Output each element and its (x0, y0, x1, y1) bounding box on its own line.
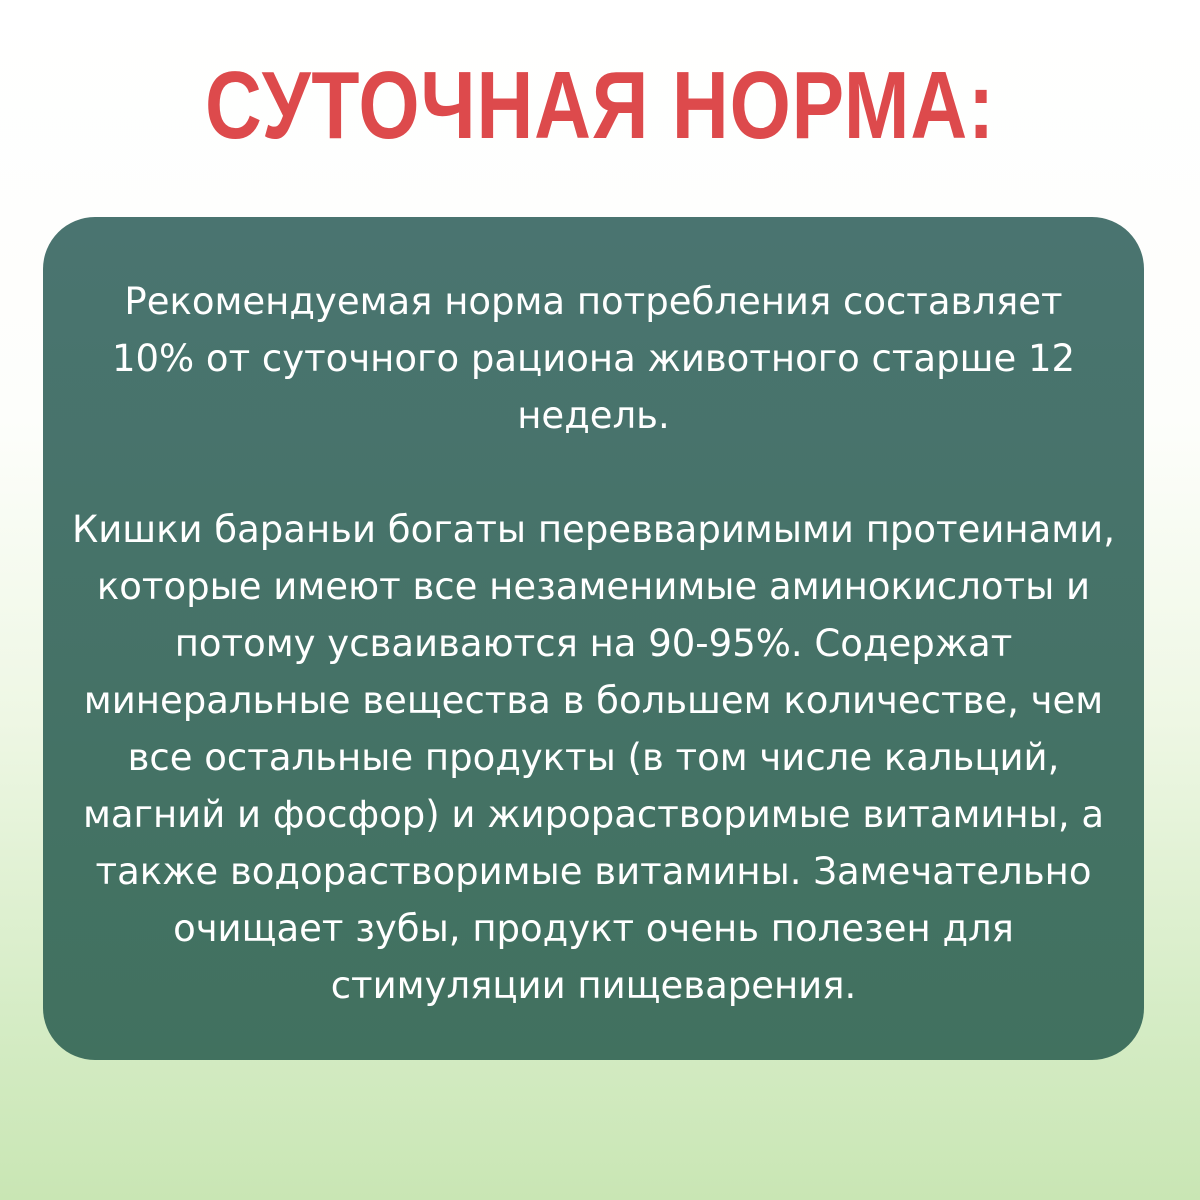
daily-norm-paragraph: Рекомендуемая норма потребления составляет 10% от суточного рациона животного старше 12 недель. (111, 280, 1076, 437)
page-title: СУТОЧНАЯ НОРМА: (204, 52, 996, 159)
info-card (43, 217, 1144, 1060)
benefits-paragraph: Кишки бараньи богаты перевваримыми протеинами, которые имеют все незаменимые аминокислоты и потому усваиваются на 90-95%. Содержат минеральные вещества в большем количестве, чем все остальные продукты (в том числе кальций, магний и фосфор) и жирорастворимые витамины, а также водорастворимые витамины. Замечательно очищает зубы, продукт очень полезен для стимуляции пищеварения. (71, 508, 1115, 1007)
